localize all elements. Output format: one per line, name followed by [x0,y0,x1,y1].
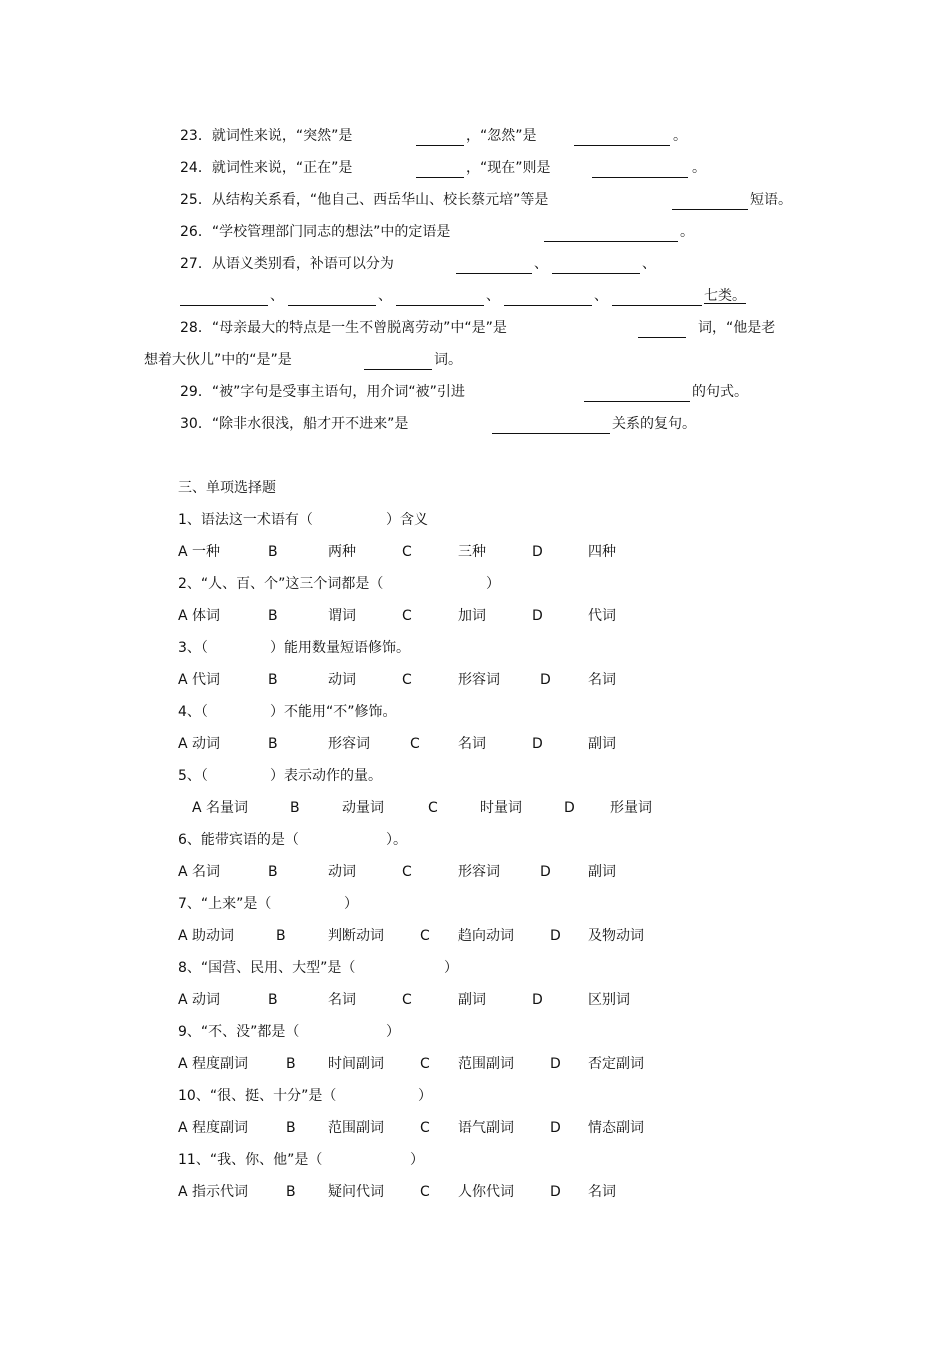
option-d-text: 区别词 [588,992,630,1008]
option-c-text: 加词 [458,608,486,624]
q29-blank[interactable] [584,384,690,402]
question-stem: 11、“我、你、他”是（ [178,1152,323,1168]
question-stem: 2、“人、百、个”这三个词都是（ [178,576,384,592]
option-b-letter[interactable]: B [268,864,278,880]
option-a[interactable]: A 程度副词 [178,1056,249,1072]
option-c-text: 语气副词 [458,1120,514,1136]
question-stem: 4、（ [178,704,208,720]
option-c-text: 趋向动词 [458,928,514,944]
option-a[interactable]: A 动词 [178,992,221,1008]
q27-blank-4[interactable] [288,288,376,306]
option-c-text: 三种 [458,544,486,560]
q24-text-a: 24．就词性来说，“正在”是 [180,160,353,176]
q23-blank-1[interactable] [416,128,464,146]
q28-text-b: 词，“他是老 [698,320,776,336]
option-c-text: 时量词 [480,800,522,816]
option-d-text: 名词 [588,1184,616,1200]
option-a[interactable]: A 程度副词 [178,1120,249,1136]
option-a[interactable]: A 代词 [178,672,221,688]
option-c-text: 形容词 [458,864,500,880]
option-d-text: 副词 [588,736,616,752]
q30-blank[interactable] [492,416,610,434]
option-b-text: 谓词 [328,608,356,624]
q27-sep-5: 、 [486,288,500,304]
q24-blank-1[interactable] [416,160,464,178]
q27-blank-1[interactable] [456,256,532,274]
question-stem-end: ） [386,1024,400,1040]
q28-text-d: 词。 [434,352,462,368]
option-a[interactable]: A 助动词 [178,928,235,944]
option-d-text: 及物动词 [588,928,644,944]
option-a[interactable]: A 名词 [178,864,221,880]
option-a[interactable]: A 指示代词 [178,1184,249,1200]
option-c-letter[interactable]: C [402,544,412,560]
option-d-letter[interactable]: D [550,1056,561,1072]
option-b-text: 形容词 [328,736,370,752]
option-d-text: 形量词 [610,800,652,816]
option-d-text: 名词 [588,672,616,688]
option-b-text: 时间副词 [328,1056,384,1072]
q26-text-b: 。 [680,224,694,240]
option-b-letter[interactable]: B [276,928,286,944]
option-d-letter[interactable]: D [532,544,543,560]
section-title: 三、单项选择题 [178,480,276,496]
q28-text-c: 想着大伙儿”中的“是”是 [144,352,292,368]
question-stem: 9、“不、没”都是（ [178,1024,300,1040]
q30-text-a: 30．“除非水很浅，船才开不进来”是 [180,416,409,432]
option-b-letter[interactable]: B [268,544,278,560]
option-b-letter[interactable]: B [286,1056,296,1072]
option-c-letter[interactable]: C [410,736,420,752]
question-stem-end: ）表示动作的量。 [270,768,382,784]
q28-blank-2[interactable] [364,352,432,370]
q27-blank-3[interactable] [180,288,268,306]
question-stem: 6、能带宾语的是（ [178,832,299,848]
option-c-text: 形容词 [458,672,500,688]
question-stem-end: ） [344,896,358,912]
option-c-letter[interactable]: C [428,800,438,816]
q24-blank-2[interactable] [592,160,688,178]
option-c-text: 范围副词 [458,1056,514,1072]
option-c-letter[interactable]: C [402,864,412,880]
option-d-letter[interactable]: D [540,864,551,880]
option-b-text: 范围副词 [328,1120,384,1136]
option-b-letter[interactable]: B [268,736,278,752]
q27-text-a: 27．从语义类别看，补语可以分为 [180,256,394,272]
q29-text-b: 的句式。 [692,384,748,400]
option-d-text: 副词 [588,864,616,880]
option-c-text: 人你代词 [458,1184,514,1200]
q28-text-a: 28．“母亲最大的特点是一生不曾脱离劳动”中“是”是 [180,320,507,336]
option-d-letter[interactable]: D [550,1184,561,1200]
option-b-letter[interactable]: B [268,992,278,1008]
option-a[interactable]: A 一种 [178,544,221,560]
q27-blank-5[interactable] [396,288,484,306]
option-b-letter[interactable]: B [290,800,300,816]
option-b-letter[interactable]: B [268,672,278,688]
option-d-text: 否定副词 [588,1056,644,1072]
option-d-letter[interactable]: D [550,1120,561,1136]
option-c-text: 副词 [458,992,486,1008]
question-stem: 8、“国营、民用、大型”是（ [178,960,356,976]
option-d-text: 代词 [588,608,616,624]
option-d-letter[interactable]: D [532,608,543,624]
q27-sep-4: 、 [378,288,392,304]
q29-text-a: 29．“被”字句是受事主语句，用介词“被”引进 [180,384,465,400]
option-c-letter[interactable]: C [420,1184,430,1200]
q23-text-c: 。 [673,128,687,144]
option-b-text: 动词 [328,672,356,688]
option-d-letter[interactable]: D [564,800,575,816]
option-c-letter[interactable]: C [420,928,430,944]
option-c-letter[interactable]: C [420,1120,430,1136]
option-b-text: 疑问代词 [328,1184,384,1200]
question-stem: 7、“上来”是（ [178,896,272,912]
q30-text-b: 关系的复句。 [612,416,696,432]
option-c-letter[interactable]: C [402,992,412,1008]
option-b-text: 两种 [328,544,356,560]
q24-text-c: 。 [692,160,706,176]
question-stem: 1、语法这一术语有（ [178,512,313,528]
option-c-letter[interactable]: C [402,608,412,624]
q23-text-b: ，“忽然”是 [466,128,537,144]
q27-blank-2[interactable] [552,256,640,274]
q27-blank-7[interactable] [612,288,702,306]
option-a[interactable]: A 名量词 [192,800,249,816]
q26-text-a: 26．“学校管理部门同志的想法”中的定语是 [180,224,451,240]
q23-blank-2[interactable] [574,128,670,146]
question-stem-end: ） [410,1152,424,1168]
question-stem-end: ）。 [386,832,407,848]
option-a[interactable]: A 动词 [178,736,221,752]
q25-text-b: 短语。 [750,192,792,208]
option-b-letter[interactable]: B [286,1184,296,1200]
question-stem-end: ） [418,1088,432,1104]
option-a[interactable]: A 体词 [178,608,221,624]
option-c-letter[interactable]: C [420,1056,430,1072]
question-stem-end: ） [486,576,500,592]
option-b-letter[interactable]: B [268,608,278,624]
question-stem-end: ）含义 [386,512,428,528]
q25-text-a: 25．从结构关系看，“他自己、西岳华山、校长蔡元培”等是 [180,192,549,208]
q25-blank[interactable] [672,192,748,210]
q27-sep-2: 、 [642,256,656,272]
option-d-letter[interactable]: D [532,736,543,752]
option-b-letter[interactable]: B [286,1120,296,1136]
question-stem: 5、（ [178,768,208,784]
question-stem: 3、（ [178,640,208,656]
q28-blank-1[interactable] [638,320,686,338]
option-b-text: 动词 [328,864,356,880]
option-b-text: 动量词 [342,800,384,816]
q27-sep-7: 七类。 [704,288,746,304]
q27-sep-6: 、 [594,288,608,304]
question-stem: 10、“很、挺、十分”是（ [178,1088,337,1104]
option-b-text: 判断动词 [328,928,384,944]
option-c-letter[interactable]: C [402,672,412,688]
option-d-text: 四种 [588,544,616,560]
q27-sep-1: 、 [534,256,548,272]
option-d-letter[interactable]: D [532,992,543,1008]
option-d-letter[interactable]: D [550,928,561,944]
q27-sep-3: 、 [270,288,284,304]
option-b-text: 名词 [328,992,356,1008]
question-stem-end: ） [444,960,458,976]
q26-blank[interactable] [544,224,678,242]
question-stem-end: ）不能用“不”修饰。 [270,704,397,720]
option-d-letter[interactable]: D [540,672,551,688]
q24-text-b: ，“现在”则是 [466,160,551,176]
question-stem-end: ）能用数量短语修饰。 [270,640,410,656]
q27-blank-6[interactable] [504,288,592,306]
q23-text-a: 23．就词性来说，“突然”是 [180,128,353,144]
option-d-text: 情态副词 [588,1120,644,1136]
option-c-text: 名词 [458,736,486,752]
